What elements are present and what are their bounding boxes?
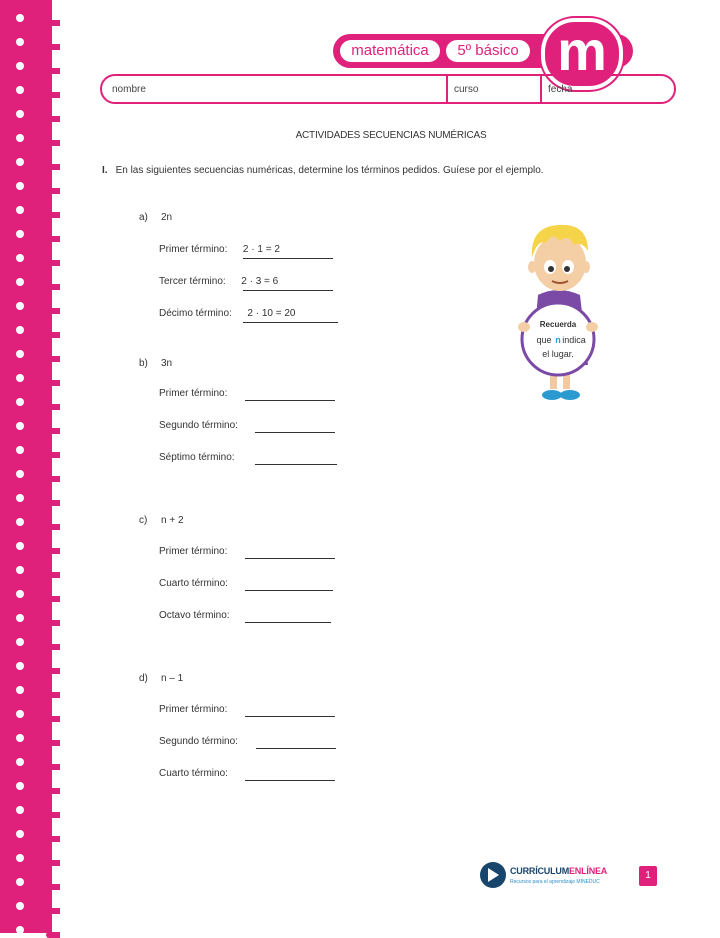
term-label: Décimo término: [159,308,232,319]
binder-ring [46,644,60,650]
binder-ring [46,884,60,890]
instruction-text: En las siguientes secuencias numéricas, determine los términos pedidos. Guíese por el ejemplo. [115,165,544,176]
date-field-label: fecha [548,84,573,95]
term-line [159,546,227,557]
boy-character-illustration [508,215,608,405]
binder-ring [46,620,60,626]
brand-accent: ENLÍNEA [569,866,608,876]
footer-brand [510,866,607,876]
binder-ring [46,236,60,242]
binder-hole [16,182,24,190]
divider [446,76,448,102]
term-line [159,578,228,589]
term-label: Primer término: [159,388,228,399]
binder-ring [46,188,60,194]
binder-hole [16,110,24,118]
binder-hole [16,782,24,790]
term-line [159,768,228,779]
example-result: = 2 [265,244,280,255]
term-line [159,388,227,399]
binder-ring [46,20,60,26]
sign-text: indica [562,335,586,345]
binder-hole [16,62,24,70]
term-label: Séptimo término: [159,452,235,463]
sign-text: que [536,335,552,345]
term-label: Primer término: [159,546,228,557]
binder-hole [16,398,24,406]
binder-ring [46,716,60,722]
term-label: Cuarto término: [159,578,228,589]
binder-ring [46,692,60,698]
answer-blank[interactable] [245,400,335,401]
answer-blank[interactable] [245,780,335,781]
item-letter: c) [139,515,148,526]
student-info-row [100,74,676,104]
divider [540,76,542,102]
example-line [159,244,280,255]
binder-hole [16,878,24,886]
example-answer: 2 · 10 [247,308,273,319]
binder-hole [16,278,24,286]
binder-ring [46,356,60,362]
binder-ring [46,668,60,674]
example-result: = 20 [275,308,296,319]
item-rule: 3n [161,358,173,369]
binder-ring [46,212,60,218]
answer-blank[interactable] [245,590,333,591]
binder-hole [16,830,24,838]
binder-hole [16,518,24,526]
page-title: ACTIVIDADES SECUENCIAS NUMÉRICAS [295,130,487,141]
binder-hole [16,206,24,214]
sign-text: Recuerda [539,320,577,329]
binder-ring [46,500,60,506]
subject-logo: m [541,18,623,90]
binder-hole [16,662,24,670]
binder-hole [16,566,24,574]
answer-blank[interactable] [256,748,336,749]
binder-hole [16,302,24,310]
footer-tagline: Recursos para el aprendizaje MINEDUC [510,879,600,885]
instruction-number: I. [102,165,108,176]
binder-hole [16,590,24,598]
term-line [159,736,238,747]
binder-ring [46,788,60,794]
item-rule: 2n [161,212,173,223]
binder-hole [16,854,24,862]
item-c [139,515,184,526]
answer-blank[interactable] [255,432,335,433]
term-label: Tercer término: [159,276,226,287]
binder-ring [46,596,60,602]
binder-ring [46,836,60,842]
term-line [159,704,227,715]
binder-hole [16,686,24,694]
binder-ring [46,284,60,290]
example-line [159,308,295,319]
item-letter: b) [139,358,148,369]
binder-hole [16,470,24,478]
term-label: Primer término: [159,244,228,255]
term-label: Segundo término: [159,420,238,431]
example-answer: 2 · 3 [241,276,262,287]
term-label: Octavo término: [159,610,230,621]
binder-hole [16,158,24,166]
binder-hole [16,350,24,358]
grade-label: 5º básico [446,40,530,62]
answer-blank[interactable] [245,558,335,559]
binder-ring [46,68,60,74]
answer-blank[interactable] [255,464,337,465]
play-arrow-icon [488,868,499,882]
answer-underline [243,290,333,291]
binder-ring [46,92,60,98]
item-b [139,358,172,369]
binder-ring [46,740,60,746]
binder-hole [16,422,24,430]
example-line [159,276,278,287]
binder-hole [16,494,24,502]
sign-text: el lugar. [542,349,574,359]
binder-hole [16,446,24,454]
binder-hole [16,542,24,550]
binder-ring [46,572,60,578]
term-line [159,452,235,463]
binder-hole [16,710,24,718]
example-answer: 2 · 1 [242,244,263,255]
binder-ring [46,428,60,434]
binder-ring [46,476,60,482]
term-label: Cuarto término: [159,768,228,779]
binder-hole [16,374,24,382]
answer-blank[interactable] [245,622,331,623]
binder-ring [46,764,60,770]
binder-hole [16,638,24,646]
binder-hole [16,614,24,622]
sign-text: n [555,335,561,345]
binder-hole [16,86,24,94]
binder-ring [46,260,60,266]
binder-ring [46,548,60,554]
binder-ring [46,404,60,410]
instruction [102,165,544,176]
binder-ring [46,164,60,170]
binder-hole [16,254,24,262]
binder-hole [16,758,24,766]
binder-hole [16,902,24,910]
term-line [159,610,230,621]
term-label: Primer término: [159,704,228,715]
answer-underline [243,322,338,323]
item-rule: n – 1 [161,673,184,684]
item-a [139,212,172,223]
binder-hole [16,326,24,334]
binder-ring [46,116,60,122]
binder-ring [46,332,60,338]
item-letter: a) [139,212,148,223]
binder-ring [46,44,60,50]
item-d [139,673,183,684]
binder-hole [16,14,24,22]
binder-ring [46,308,60,314]
brand-main: CURRÍCULUM [510,866,569,876]
answer-blank[interactable] [245,716,335,717]
binder-ring [46,908,60,914]
binder-ring [46,380,60,386]
answer-underline [243,258,333,259]
term-label: Segundo término: [159,736,238,747]
binder-ring [46,860,60,866]
item-letter: d) [139,673,148,684]
name-field-label: nombre [112,84,146,95]
term-line [159,420,238,431]
binder-ring [46,812,60,818]
item-rule: n + 2 [161,515,184,526]
example-result: = 6 [264,276,279,287]
subject-label: matemática [340,40,440,62]
binder-hole [16,806,24,814]
binder-hole [16,38,24,46]
binder-hole [16,230,24,238]
binder-ring [46,524,60,530]
binder-ring [46,452,60,458]
page-number: 1 [639,866,657,886]
course-field-label: curso [454,84,479,95]
binder-hole [16,734,24,742]
